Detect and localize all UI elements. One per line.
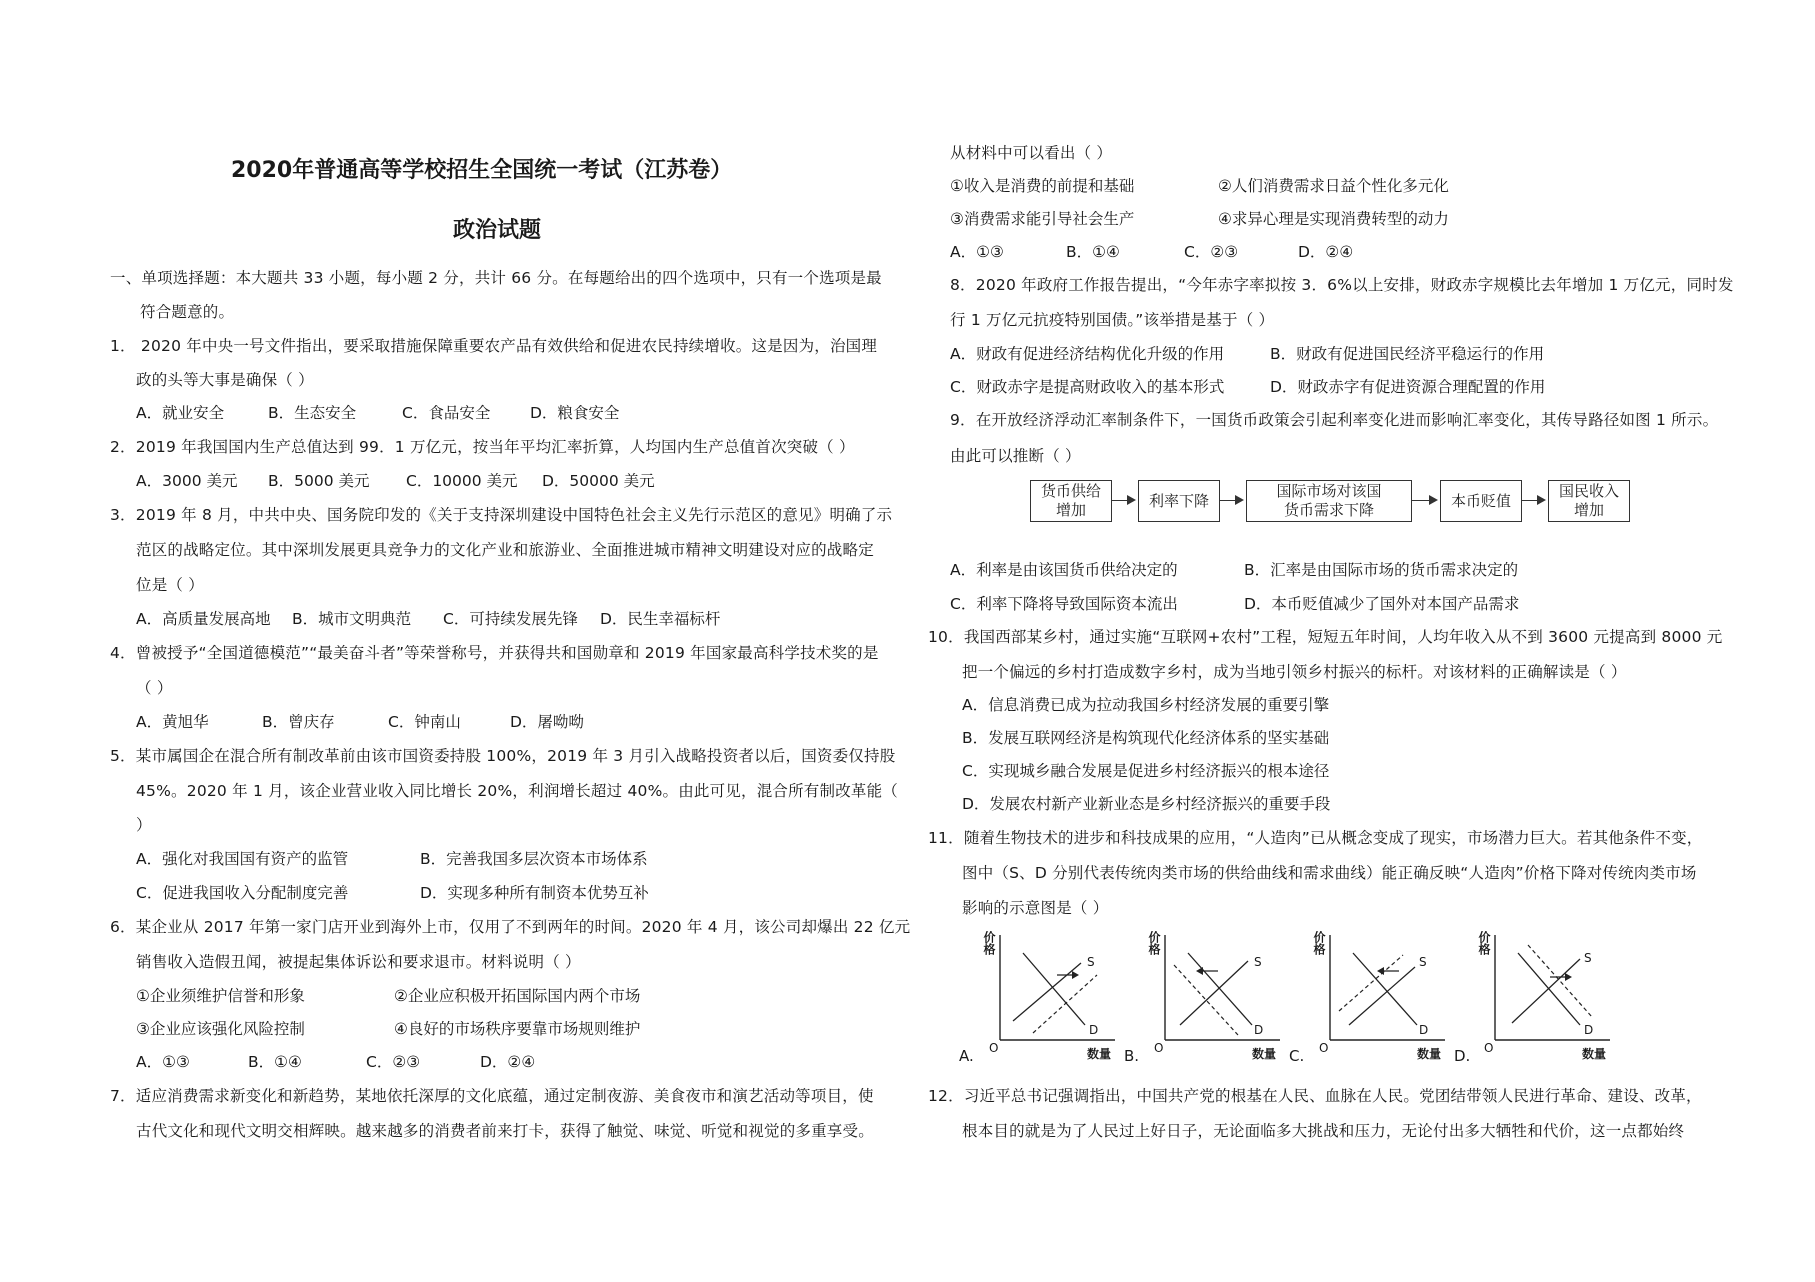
graph-d[interactable]: [1450, 925, 1620, 1065]
question-3: 3．2019 年 8 月，中共中央、国务院印发的《关于支持深圳建设中国特色社会主义先行示范区的意见》明确了示: [110, 506, 893, 524]
q10-option-b[interactable]: B．发展互联网经济是构筑现代化经济体系的坚实基础: [962, 729, 1330, 747]
q9-option-b[interactable]: B．汇率是由国际市场的货币需求决定的: [1244, 561, 1519, 579]
q3-option-b[interactable]: B．城市文明典范: [292, 610, 412, 628]
q4-option-c[interactable]: C．钟南山: [388, 713, 461, 731]
question-4-cont: （ ）: [136, 679, 173, 697]
question-9: 9．在开放经济浮动汇率制条件下，一国货币政策会引起利率变化进而影响汇率变化，其传导路径如图 1 所示。: [950, 411, 1719, 429]
question-2: 2．2019 年我国国内生产总值达到 99．1 万亿元，按当年平均汇率折算，人均国内生产总值首次突破（ ）: [110, 438, 855, 456]
q9-option-a[interactable]: A．利率是由该国货币供给决定的: [950, 561, 1178, 579]
question-9-cont: 由此可以推断（ ）: [950, 447, 1081, 465]
q2-option-a[interactable]: A．3000 美元: [136, 472, 238, 490]
question-11-cont: 图中（S、D 分别代表传统肉类市场的供给曲线和需求曲线）能正确反映“人造肉”价格下降对传统肉类市场: [962, 864, 1697, 882]
q6-option-d[interactable]: D．②④: [480, 1053, 536, 1071]
q6-statement-3: ③企业应该强化风险控制: [136, 1020, 305, 1038]
q7-option-c[interactable]: C．②③: [1184, 243, 1239, 261]
q7-statement-4: ④求异心理是实现消费转型的动力: [1218, 210, 1449, 228]
question-5-cont2: ）: [136, 816, 152, 834]
q5-option-a[interactable]: A．强化对我国国有资产的监管: [136, 850, 349, 868]
graph-a[interactable]: [955, 925, 1125, 1065]
q7-option-d[interactable]: D．②④: [1298, 243, 1354, 261]
q1-option-b[interactable]: B．生态安全: [268, 404, 357, 422]
flow-box-money-supply: 货币供给 增加: [1030, 480, 1112, 522]
price-axis-label: 价格: [1477, 931, 1491, 955]
flow-arrow: [1112, 500, 1134, 501]
origin-label: O: [1154, 1041, 1164, 1055]
question-5: 5．某市属国企在混合所有制改革前由该市国资委持股 100%，2019 年 3 月引入战略投资者以后，国资委仅持股: [110, 747, 896, 765]
exam-title: 2020年普通高等学校招生全国统一考试（江苏卷）: [231, 158, 733, 183]
question-5-cont: 45%。2020 年 1 月，该企业营业收入同比增长 20%，利润增长超过 40%。由此可见，混合所有制改革能（: [136, 782, 898, 800]
graph-label-c: C.: [1289, 1047, 1305, 1065]
price-axis-label: 价格: [1147, 931, 1161, 955]
flow-arrow: [1412, 500, 1436, 501]
question-7-cont2: 从材料中可以看出（ ）: [950, 144, 1113, 162]
supply-label: S: [1584, 951, 1592, 965]
graph-label-d: D.: [1454, 1047, 1471, 1065]
question-3-cont: 范区的战略定位。其中深圳发展更具竞争力的文化产业和旅游业、全面推进城市精神文明建设对应的战略定: [136, 541, 874, 559]
q10-option-d[interactable]: D．发展农村新产业新业态是乡村经济振兴的重要手段: [962, 795, 1331, 813]
section-instructions-cont: 符合题意的。: [140, 303, 235, 321]
q7-statement-1: ①收入是消费的前提和基础: [950, 177, 1135, 195]
demand-label: D: [1089, 1023, 1099, 1037]
q2-option-d[interactable]: D．50000 美元: [542, 472, 655, 490]
q1-option-a[interactable]: A．就业安全: [136, 404, 225, 422]
flow-arrow: [1522, 500, 1544, 501]
q2-option-c[interactable]: C．10000 美元: [406, 472, 518, 490]
price-axis-label: 价格: [1312, 931, 1326, 955]
q6-statement-1: ①企业须维护信誉和形象: [136, 987, 305, 1005]
q5-option-b[interactable]: B．完善我国多层次资本市场体系: [420, 850, 648, 868]
demand-label: D: [1254, 1023, 1264, 1037]
question-1: 1． 2020 年中央一号文件指出，要采取措施保障重要农产品有效供给和促进农民持续增收。这是因为，治国理: [110, 337, 878, 355]
question-11-cont2: 影响的示意图是（ ）: [962, 899, 1109, 917]
quantity-axis-label: 数量: [1252, 1047, 1277, 1061]
origin-label: O: [989, 1041, 999, 1055]
question-6-cont: 销售收入造假丑闻，被提起集体诉讼和要求退市。材料说明（ ）: [136, 953, 581, 971]
question-7-cont: 古代文化和现代文明交相辉映。越来越多的消费者前来打卡，获得了触觉、味觉、听觉和视觉的多重享受。: [136, 1122, 874, 1140]
q7-statement-2: ②人们消费需求日益个性化多元化: [1218, 177, 1449, 195]
question-11: 11．随着生物技术的进步和科技成果的应用，“人造肉”已从概念变成了现实，市场潜力巨大。若其他条件不变，: [928, 829, 1703, 847]
q7-option-b[interactable]: B．①④: [1066, 243, 1120, 261]
supply-label: S: [1087, 955, 1095, 969]
section-instructions: 一、单项选择题：本大题共 33 小题，每小题 2 分，共计 66 分。在每题给出的四个选项中，只有一个选项是最: [110, 269, 882, 287]
q9-option-d[interactable]: D．本币贬值减少了国外对本国产品需求: [1244, 595, 1520, 613]
question-10-cont: 把一个偏远的乡村打造成数字乡村，成为当地引领乡村振兴的标杆。对该材料的正确解读是（ ）: [962, 663, 1627, 681]
supply-label: S: [1254, 955, 1262, 969]
quantity-axis-label: 数量: [1417, 1047, 1442, 1061]
question-6: 6．某企业从 2017 年第一家门店开业到海外上市，仅用了不到两年的时间。2020 年 4 月，该公司却爆出 22 亿元: [110, 918, 911, 936]
origin-label: O: [1484, 1041, 1494, 1055]
q4-option-d[interactable]: D．屠呦呦: [510, 713, 584, 731]
question-8: 8．2020 年政府工作报告提出，“今年赤字率拟按 3．6%以上安排，财政赤字规模比去年增加 1 万亿元，同时发: [950, 276, 1734, 294]
supply-demand-graphs: [955, 925, 1715, 1065]
q10-option-a[interactable]: A．信息消费已成为拉动我国乡村经济发展的重要引擎: [962, 696, 1330, 714]
flow-box-depreciation: 本币贬值: [1440, 480, 1522, 522]
question-7: 7．适应消费需求新变化和新趋势，某地依托深厚的文化底蕴，通过定制夜游、美食夜市和演艺活动等项目，使: [110, 1087, 874, 1105]
origin-label: O: [1319, 1041, 1329, 1055]
demand-label: D: [1419, 1023, 1429, 1037]
q6-option-a[interactable]: A．①③: [136, 1053, 190, 1071]
q5-option-c[interactable]: C．促进我国收入分配制度完善: [136, 884, 349, 902]
q6-option-b[interactable]: B．①④: [248, 1053, 302, 1071]
quantity-axis-label: 数量: [1087, 1047, 1112, 1061]
q1-option-c[interactable]: C．食品安全: [402, 404, 491, 422]
flow-box-interest-rate: 利率下降: [1138, 480, 1220, 522]
demand-label: D: [1584, 1023, 1594, 1037]
q7-option-a[interactable]: A．①③: [950, 243, 1004, 261]
question-12-cont: 根本目的就是为了人民过上好日子，无论面临多大挑战和压力，无论付出多大牺牲和代价，这一点都始终: [962, 1122, 1685, 1140]
q5-option-d[interactable]: D．实现多种所有制资本优势互补: [420, 884, 649, 902]
q4-option-b[interactable]: B．曾庆存: [262, 713, 335, 731]
q3-option-c[interactable]: C．可持续发展先锋: [443, 610, 578, 628]
q7-statement-3: ③消费需求能引导社会生产: [950, 210, 1135, 228]
supply-label: S: [1419, 955, 1427, 969]
graph-b[interactable]: [1120, 925, 1290, 1065]
graph-c[interactable]: [1285, 925, 1455, 1065]
question-10: 10．我国西部某乡村，通过实施“互联网+农村”工程，短短五年时间，人均年收入从不到 3600 元提高到 8000 元: [928, 628, 1723, 646]
graph-label-a: A.: [959, 1047, 974, 1065]
q3-option-a[interactable]: A．高质量发展高地: [136, 610, 271, 628]
exam-subtitle: 政治试题: [453, 218, 542, 243]
question-8-cont: 行 1 万亿元抗疫特别国债。”该举措是基于（ ）: [950, 311, 1275, 329]
flow-box-national-income: 国民收入 增加: [1548, 480, 1630, 522]
q8-option-d[interactable]: D．财政赤字有促进资源合理配置的作用: [1270, 378, 1546, 396]
q4-option-a[interactable]: A．黄旭华: [136, 713, 209, 731]
flow-box-currency-demand: 国际市场对该国 货币需求下降: [1246, 480, 1412, 522]
q1-option-d[interactable]: D．粮食安全: [530, 404, 620, 422]
q3-option-d[interactable]: D．民生幸福标杆: [600, 610, 721, 628]
q8-option-b[interactable]: B．财政有促进国民经济平稳运行的作用: [1270, 345, 1545, 363]
question-12: 12．习近平总书记强调指出，中国共产党的根基在人民、血脉在人民。党团结带领人民进行革命、建设、改革，: [928, 1087, 1702, 1105]
q9-option-c[interactable]: C．利率下降将导致国际资本流出: [950, 595, 1178, 613]
question-1-cont: 政的头等大事是确保（ ）: [136, 371, 314, 389]
price-axis-label: 价格: [982, 931, 996, 955]
flow-arrow: [1220, 500, 1242, 501]
q6-statement-4: ④良好的市场秩序要靠市场规则维护: [394, 1020, 641, 1038]
q2-option-b[interactable]: B．5000 美元: [268, 472, 370, 490]
question-4: 4．曾被授予“全国道德模范”“最美奋斗者”等荣誉称号，并获得共和国勋章和 2019 年国家最高科学技术奖的是: [110, 644, 879, 662]
question-3-cont2: 位是（ ）: [136, 576, 204, 594]
quantity-axis-label: 数量: [1582, 1047, 1607, 1061]
q10-option-c[interactable]: C．实现城乡融合发展是促进乡村经济振兴的根本途径: [962, 762, 1330, 780]
q8-option-a[interactable]: A．财政有促进经济结构优化升级的作用: [950, 345, 1225, 363]
graph-label-b: B.: [1124, 1047, 1140, 1065]
transmission-path-diagram: [1030, 478, 1650, 528]
q8-option-c[interactable]: C．财政赤字是提高财政收入的基本形式: [950, 378, 1225, 396]
q6-statement-2: ②企业应积极开拓国际国内两个市场: [394, 987, 641, 1005]
q6-option-c[interactable]: C．②③: [366, 1053, 421, 1071]
